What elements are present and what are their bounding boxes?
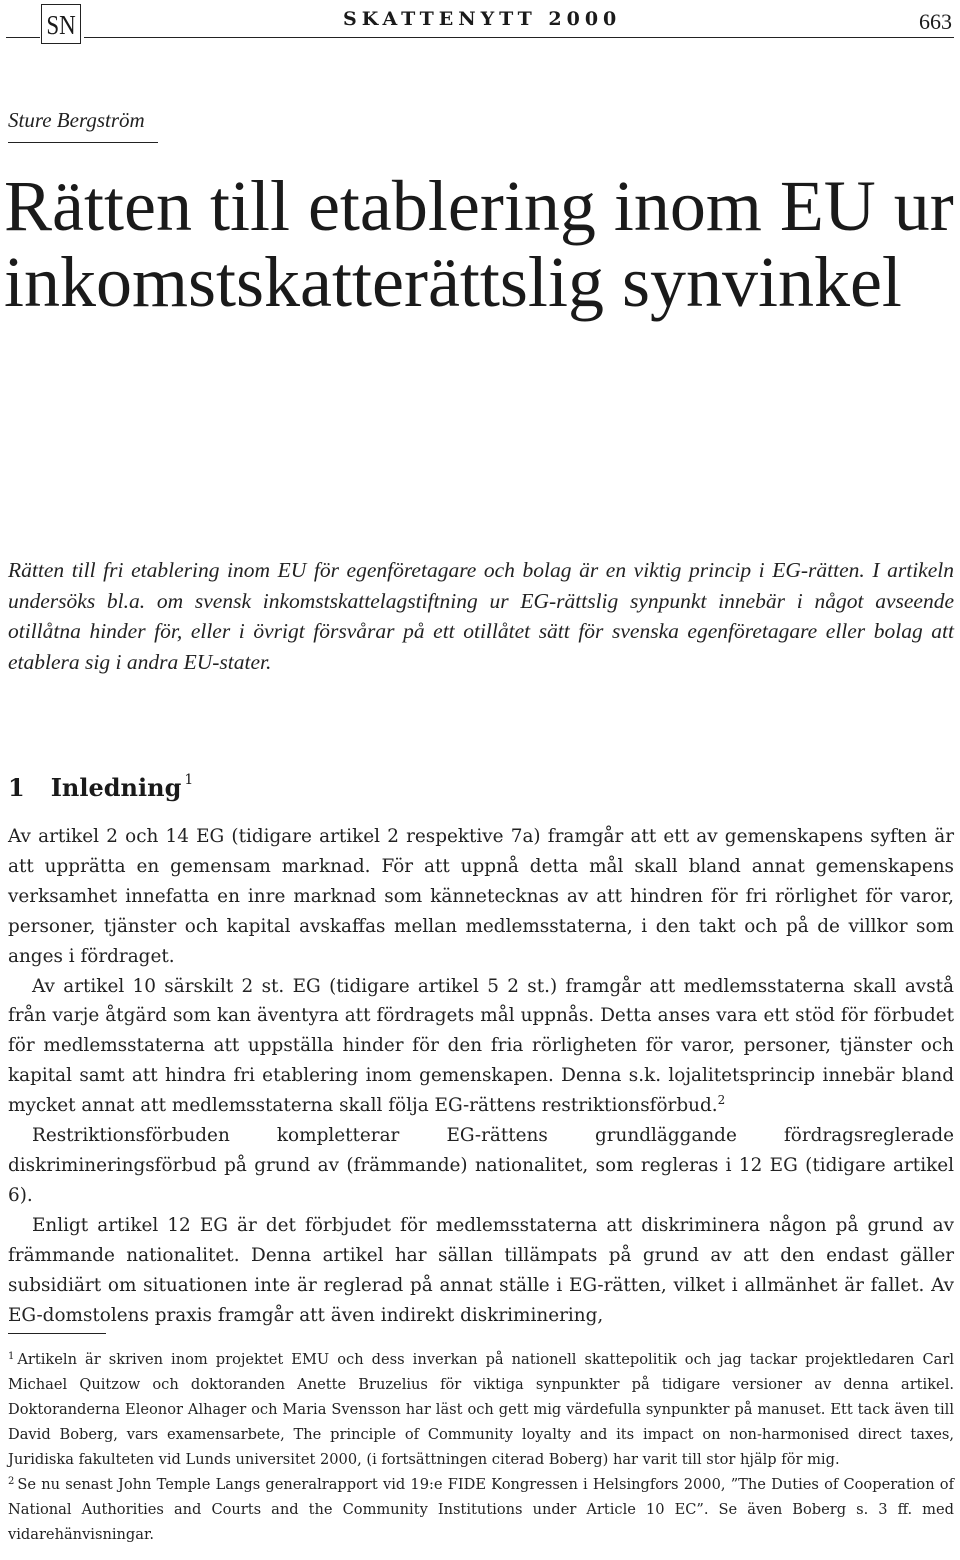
footnote-2-text: Se nu senast John Temple Langs generalrapport vid 19:e FIDE Kongressen i Helsingfors 2000, ”The Duties of Cooperation of National Authorities and Courts and the Community Institutions under Article 10 EC”. Se även Boberg s. 3 ff. med vidarehänvisningar. xyxy=(8,1476,954,1543)
header-rule-right xyxy=(84,37,954,38)
paragraph-4: Enligt artikel 12 EG är det förbjudet för medlemsstaterna att diskriminera någon på grund av främmande nationalitet. Denna artikel har sällan tillämpats på grund av att den endast gäller subsidiärt om situationen inte är reglerad på annat ställe i EG-rätten, vilket i allmänhet är fallet. Av EG-domstolens praxis framgår att även indirekt diskriminering, xyxy=(8,1214,954,1326)
article-abstract: Rätten till fri etablering inom EU för egenföretagare och bolag är en viktig princip i EG-rätten. I artikeln undersöks bl.a. om svensk inkomstskattelagstiftning ur EG-rättslig synpunkt innebär i något avseende otillåtna hinder för, eller i övrigt försvårar på ett otillåtet sätt för svenska egenföretagare eller bolag att etablera sig i andra EU-stater. xyxy=(8,558,954,674)
footnote-ref-1[interactable]: 1 xyxy=(184,772,194,788)
section-title: Inledning xyxy=(50,773,182,802)
paragraph-2 xyxy=(8,972,954,1122)
logo-text: SN xyxy=(46,11,76,41)
footnote-rule xyxy=(8,1333,106,1334)
author-name: Sture Bergström xyxy=(8,108,145,132)
footnote-2 xyxy=(8,1472,954,1547)
page-header xyxy=(0,0,960,48)
paragraph-3: Restriktionsförbuden kompletterar EG-rättens grundläggande fördragsreglerade diskrimineringsförbud på grund av (främmande) nationalitet, som regleras i 12 EG (tidigare artikel 6). xyxy=(8,1125,954,1206)
section-number: 1 xyxy=(8,773,25,802)
footnote-1 xyxy=(8,1347,954,1472)
journal-logo xyxy=(41,4,81,44)
paragraph-2-text: Av artikel 10 särskilt 2 st. EG (tidigare artikel 5 2 st.) framgår att medlemsstaterna skall avstå från varje åtgärd som kan äventyra att fördragets mål uppnås. Detta anses vara ett stöd för förbudet för medlemsstaterna att uppställa hinder för den fria rörligheten för varor, personer, tjänster och kapital samt att hindra fri etablering inom gemenskapen. Denna s.k. lojalitetsprincip innebär bland mycket annat att medlemsstaterna skall följa EG-rättens restriktionsförbud. xyxy=(8,975,954,1117)
journal-logo-icon xyxy=(44,7,78,41)
header-rule-left xyxy=(6,37,40,38)
journal-title: SKATTENYTT 2000 xyxy=(343,8,622,30)
page-number: 663 xyxy=(919,9,952,34)
footnote-2-marker: 2 xyxy=(8,1476,15,1487)
paragraph-1: Av artikel 2 och 14 EG (tidigare artikel 2 respektive 7a) framgår att ett av gemenskapens syften är att upprätta en gemensam marknad. För att uppnå detta mål skall bland annat gemenskapens verksamhet innefatta en inre marknad som kännetecknas av att hindren för fri rörlighet för varor, personer, tjänster och kapital avskaffas mellan medlemsstaterna, i den takt och på de villkor som anges i fördraget. xyxy=(8,826,954,967)
author-rule xyxy=(8,142,158,143)
article-title: Rätten till etablering inom EU ur inkomstskatterättslig synvinkel xyxy=(4,166,954,322)
body-text xyxy=(8,822,954,1330)
footnote-1-text: Artikeln är skriven inom projektet EMU och dess inverkan på nationell skattepolitik och jag tackar projektledaren Carl Michael Quitzow och doktoranden Anette Bruzelius för viktiga synpunkter på tidigare versioner av denna artikel. Doktoranderna Eleonor Alhager och Maria Svensson har läst och gett mig värdefulla synpunkter på manuset. Ett tack även till David Boberg, vars examensarbete, The principle of Community loyalty and its impact on non-harmonised direct taxes, Juridiska fakulteten vid Lunds universitet 2000, (i fortsättningen citerad Boberg) har varit till stor hjälp för mig. xyxy=(8,1351,954,1468)
section-heading xyxy=(8,772,193,802)
footnote-ref-2[interactable]: 2 xyxy=(717,1093,726,1108)
footnotes xyxy=(8,1347,954,1547)
footnote-1-marker: 1 xyxy=(8,1351,15,1362)
